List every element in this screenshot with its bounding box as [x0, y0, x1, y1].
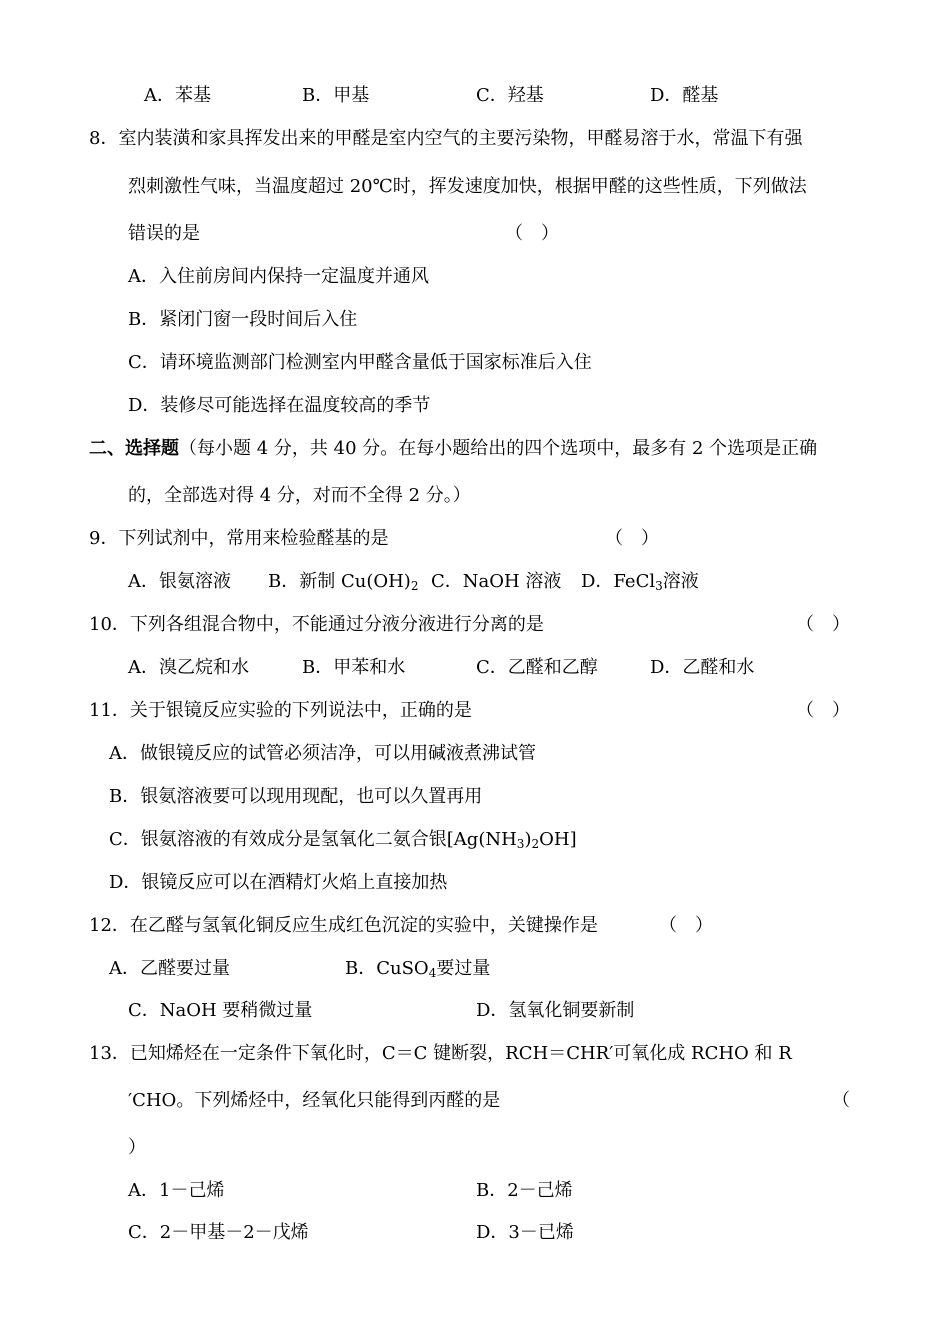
q13-option-d: D．3－已烯: [476, 1222, 574, 1243]
q12-option-c: C．NaOH 要稍微过量: [128, 1000, 313, 1021]
q9-option-d: D．FeCl$_3$溶液: [581, 571, 699, 593]
q12-answer-paren: （ ）: [659, 915, 713, 936]
q11-answer-paren: （ ）: [796, 700, 850, 721]
section2-heading-line: [89, 437, 817, 461]
section2-description-1: （每小题 4 分，共 40 分。在每小题给出的四个选项中，最多有 2 个选项是正确: [179, 438, 818, 459]
q13-option-a: A．1－己烯: [128, 1180, 225, 1201]
q10-option-b: B．甲苯和水: [302, 657, 406, 678]
q9-option-b: B．新制 $Cu(OH)_2$: [268, 571, 419, 593]
q13-answer-paren-close: ）: [128, 1137, 146, 1158]
q9-option-a: A．银氨溶液: [128, 571, 231, 592]
q12-option-a: A．乙醛要过量: [109, 958, 230, 979]
q13-option-b: B．2－己烯: [476, 1180, 573, 1201]
q8-option-a: A．入住前房间内保持一定温度并通风: [128, 266, 429, 287]
q11-option-a: A．做银镜反应的试管必须洁净，可以用碱液煮沸试管: [109, 743, 536, 764]
q11-option-b: B．银氨溶液要可以现用现配，也可以久置再用: [109, 786, 483, 807]
q8-option-b: B．紧闭门窗一段时间后入住: [128, 309, 358, 330]
q13-option-c: C．2－甲基－2－戊烯: [128, 1222, 309, 1243]
q11-stem: 11．关于银镜反应实验的下列说法中，正确的是: [89, 700, 472, 721]
q10-stem: 10．下列各组混合物中，不能通过分液分液进行分离的是: [89, 614, 544, 635]
q7-option-b: B．甲基: [302, 85, 370, 106]
q8-stem-line1: 8．室内装潢和家具挥发出来的甲醛是室内空气的主要污染物，甲醛易溶于水，常温下有强: [89, 128, 803, 149]
q11-option-c: C．银氨溶液的有效成分是氢氧化二氨合银$[Ag(NH_3)_2OH]$: [109, 829, 577, 851]
q8-answer-paren: （ ）: [505, 223, 559, 244]
q7-option-a: A．苯基: [144, 85, 211, 106]
section2-heading: 二、选择题: [89, 438, 179, 459]
q9-stem: 9．下列试剂中，常用来检验醛基的是: [89, 528, 389, 549]
q12-option-b: B．CuSO$_4$要过量: [345, 958, 491, 980]
q11-option-d: D．银镜反应可以在酒精灯火焰上直接加热: [109, 872, 448, 893]
q10-option-d: D．乙醛和水: [650, 657, 755, 678]
q8-stem-line3: 错误的是: [128, 223, 200, 244]
q10-option-c: C．乙醛和乙醇: [476, 657, 598, 678]
q7-option-c: C．羟基: [476, 85, 544, 106]
q8-option-d: D．装修尽可能选择在温度较高的季节: [128, 395, 431, 416]
q9-answer-paren: （ ）: [605, 528, 659, 549]
q9-option-c: C．NaOH 溶液: [431, 571, 562, 592]
q13-stem-line2: ′CHO。下列烯烃中，经氧化只能得到丙醛的是: [128, 1090, 501, 1111]
q12-option-d: D．氢氧化铜要新制: [476, 1000, 635, 1021]
q10-option-a: A．溴乙烷和水: [128, 657, 249, 678]
q7-option-d: D．醛基: [650, 85, 719, 106]
section2-description-2: 的，全部选对得 4 分，对而不全得 2 分。）: [128, 485, 471, 506]
q8-option-c: C．请环境监测部门检测室内甲醛含量低于国家标准后入住: [128, 352, 592, 373]
q8-stem-line2: 烈刺激性气味，当温度超过 20℃时，挥发速度加快，根据甲醛的这些性质，下列做法: [128, 176, 807, 197]
q13-answer-paren-open: （: [832, 1090, 850, 1111]
q13-stem-line1: 13．已知烯烃在一定条件下氧化时，C＝C 键断裂，RCH＝CHR′可氧化成 RCHO 和 R: [89, 1043, 792, 1064]
q12-stem: 12．在乙醛与氢氧化铜反应生成红色沉淀的实验中，关键操作是: [89, 915, 598, 936]
q10-answer-paren: （ ）: [796, 614, 850, 635]
